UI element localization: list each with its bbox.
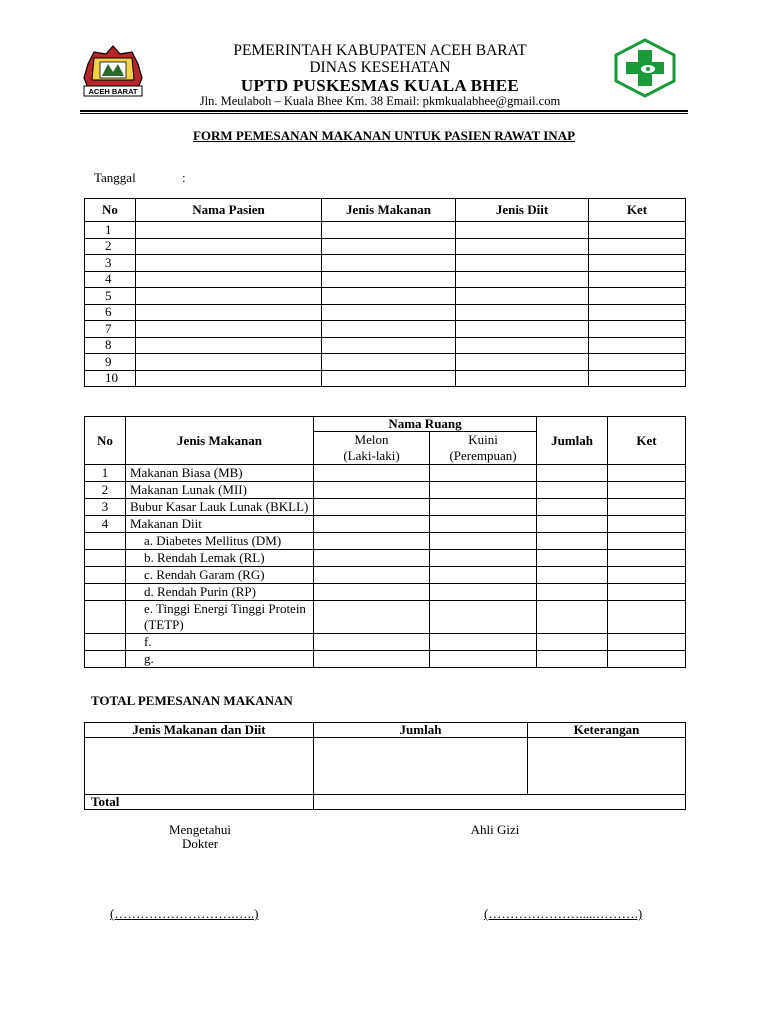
kuini-cell[interactable]	[430, 651, 537, 668]
table-row	[85, 222, 686, 239]
row-number: 4	[85, 271, 136, 288]
melon-cell[interactable]	[314, 634, 430, 651]
diet-type-cell[interactable]	[456, 271, 589, 288]
kuini-cell[interactable]	[430, 516, 537, 533]
col-remarks: Keterangan	[528, 723, 686, 738]
note-cell[interactable]	[608, 567, 686, 584]
food-diet-cell[interactable]	[85, 738, 314, 795]
col-note: Ket	[589, 199, 686, 222]
melon-cell[interactable]	[314, 482, 430, 499]
melon-cell[interactable]	[314, 567, 430, 584]
note-cell[interactable]	[589, 370, 686, 387]
header-divider-thin	[80, 113, 688, 114]
diet-type-cell[interactable]	[456, 288, 589, 305]
patient-name-cell[interactable]	[136, 321, 322, 338]
table-row	[85, 499, 686, 516]
patient-name-cell[interactable]	[136, 238, 322, 255]
row-number: 8	[85, 337, 136, 354]
food-type-cell[interactable]	[322, 354, 456, 371]
table-row	[85, 567, 686, 584]
note-cell[interactable]	[608, 465, 686, 482]
room-melon-label: Melon	[354, 432, 389, 447]
col-amount: Jumlah	[537, 417, 608, 465]
food-type-cell[interactable]	[322, 255, 456, 272]
col-no: No	[85, 199, 136, 222]
room-kuini-sublabel: (Perempuan)	[449, 448, 517, 463]
table-row	[85, 238, 686, 255]
note-cell[interactable]	[589, 222, 686, 239]
amount-cell[interactable]	[537, 516, 608, 533]
row-number: 5	[85, 288, 136, 305]
patient-name-cell[interactable]	[136, 354, 322, 371]
food-label: b. Rendah Lemak (RL)	[126, 550, 314, 567]
table-row	[85, 584, 686, 601]
patient-name-cell[interactable]	[136, 370, 322, 387]
aceh-barat-logo	[80, 44, 146, 98]
row-number: 2	[85, 482, 126, 499]
kuini-cell[interactable]	[430, 634, 537, 651]
melon-cell[interactable]	[314, 601, 430, 634]
diet-type-cell[interactable]	[456, 222, 589, 239]
signature-right-blank[interactable]: (………………….....……….)	[484, 906, 643, 921]
col-note: Ket	[608, 417, 686, 465]
food-label: Makanan Lunak (MII)	[126, 482, 314, 499]
row-number: 3	[85, 255, 136, 272]
col-no: No	[85, 417, 126, 465]
kuini-cell[interactable]	[430, 465, 537, 482]
row-number	[85, 634, 126, 651]
patient-name-cell[interactable]	[136, 271, 322, 288]
row-number	[85, 550, 126, 567]
col-room-melon	[314, 432, 430, 465]
row-number: 9	[85, 354, 136, 371]
table-row	[85, 304, 686, 321]
table-row	[85, 533, 686, 550]
room-melon-sublabel: (Laki-laki)	[343, 448, 400, 463]
diet-type-cell[interactable]	[456, 255, 589, 272]
table-header-row	[85, 199, 686, 222]
header-address: Jln. Meulaboh – Kuala Bhee Km. 38 Email: pkmkualabhee@gmail.com	[199, 94, 561, 108]
total-section-title: TOTAL PEMESANAN MAKANAN	[91, 693, 293, 708]
food-type-cell[interactable]	[322, 370, 456, 387]
food-type-cell[interactable]	[322, 238, 456, 255]
note-cell[interactable]	[608, 516, 686, 533]
amount-cell[interactable]	[537, 634, 608, 651]
amount-cell[interactable]	[537, 651, 608, 668]
patient-name-cell[interactable]	[136, 255, 322, 272]
col-food-type: Jenis Makanan	[126, 417, 314, 465]
note-cell[interactable]	[589, 271, 686, 288]
food-label: e. Tinggi Energi Tinggi Protein (TETP)	[126, 601, 314, 634]
note-cell[interactable]	[608, 601, 686, 634]
col-amount: Jumlah	[314, 723, 528, 738]
row-number: 10	[85, 370, 136, 387]
amount-cell[interactable]	[537, 567, 608, 584]
row-number: 1	[85, 465, 126, 482]
note-cell[interactable]	[608, 584, 686, 601]
table-row	[85, 465, 686, 482]
food-label: c. Rendah Garam (RG)	[126, 567, 314, 584]
header-department: DINAS KESEHATAN	[309, 59, 451, 76]
patient-name-cell[interactable]	[136, 222, 322, 239]
table-row	[85, 255, 686, 272]
diet-type-cell[interactable]	[456, 370, 589, 387]
row-number: 2	[85, 238, 136, 255]
note-cell[interactable]	[608, 634, 686, 651]
patient-table	[84, 198, 686, 387]
col-food-diet: Jenis Makanan dan Diit	[85, 723, 314, 738]
kuini-cell[interactable]	[430, 499, 537, 516]
diet-type-cell[interactable]	[456, 354, 589, 371]
patient-name-cell[interactable]	[136, 337, 322, 354]
food-label: f.	[126, 634, 314, 651]
note-cell[interactable]	[589, 304, 686, 321]
food-label: Makanan Biasa (MB)	[126, 465, 314, 482]
date-colon: :	[182, 170, 186, 185]
row-number	[85, 601, 126, 634]
total-table	[84, 722, 686, 810]
note-cell[interactable]	[608, 651, 686, 668]
col-food-type: Jenis Makanan	[322, 199, 456, 222]
note-cell[interactable]	[589, 255, 686, 272]
date-label: Tanggal	[94, 170, 136, 185]
kuini-cell[interactable]	[430, 550, 537, 567]
melon-cell[interactable]	[314, 516, 430, 533]
col-room-name: Nama Ruang	[314, 417, 537, 432]
amount-cell[interactable]	[537, 601, 608, 634]
melon-cell[interactable]	[314, 550, 430, 567]
puskesmas-logo	[612, 38, 678, 98]
table-row	[85, 738, 686, 795]
diet-type-cell[interactable]	[456, 238, 589, 255]
diet-type-cell[interactable]	[456, 304, 589, 321]
amount-cell[interactable]	[537, 533, 608, 550]
melon-cell[interactable]	[314, 465, 430, 482]
total-value-cell[interactable]	[314, 795, 686, 810]
food-type-cell[interactable]	[322, 321, 456, 338]
table-row	[85, 288, 686, 305]
table-row	[85, 601, 686, 634]
row-number: 6	[85, 304, 136, 321]
food-type-cell[interactable]	[322, 271, 456, 288]
row-number: 4	[85, 516, 126, 533]
table-row	[85, 634, 686, 651]
note-cell[interactable]	[589, 354, 686, 371]
diet-type-cell[interactable]	[456, 337, 589, 354]
melon-cell[interactable]	[314, 499, 430, 516]
note-cell[interactable]	[589, 337, 686, 354]
svg-text:ACEH BARAT: ACEH BARAT	[88, 87, 138, 96]
room-kuini-label: Kuini	[468, 432, 498, 447]
patient-name-cell[interactable]	[136, 304, 322, 321]
table-row	[85, 271, 686, 288]
table-row	[85, 550, 686, 567]
food-type-cell[interactable]	[322, 304, 456, 321]
row-number: 7	[85, 321, 136, 338]
signature-left-blank[interactable]: (……………………….…..)	[110, 906, 259, 921]
table-row	[85, 370, 686, 387]
signature-left-label: Mengetahui	[168, 822, 232, 837]
table-row	[85, 321, 686, 338]
table-header-row	[85, 417, 686, 432]
total-label: Total	[85, 795, 314, 810]
amount-cell[interactable]	[537, 482, 608, 499]
kuini-cell[interactable]	[430, 601, 537, 634]
amount-cell[interactable]	[537, 584, 608, 601]
col-patient-name: Nama Pasien	[136, 199, 322, 222]
kuini-cell[interactable]	[430, 533, 537, 550]
kuini-cell[interactable]	[430, 567, 537, 584]
table-row	[85, 337, 686, 354]
row-number	[85, 584, 126, 601]
patient-name-cell[interactable]	[136, 288, 322, 305]
note-cell[interactable]	[608, 499, 686, 516]
amount-cell[interactable]	[537, 499, 608, 516]
signature-right-role: Ahli Gizi	[470, 822, 520, 837]
room-food-table	[84, 416, 686, 668]
amount-cell[interactable]	[314, 738, 528, 795]
row-number: 1	[85, 222, 136, 239]
food-type-cell[interactable]	[322, 222, 456, 239]
food-label: a. Diabetes Mellitus (DM)	[126, 533, 314, 550]
note-cell[interactable]	[589, 238, 686, 255]
remarks-cell[interactable]	[528, 738, 686, 795]
note-cell[interactable]	[608, 533, 686, 550]
food-label: g.	[126, 651, 314, 668]
row-number	[85, 533, 126, 550]
table-row	[85, 482, 686, 499]
signature-left-role: Dokter	[181, 836, 219, 851]
kuini-cell[interactable]	[430, 482, 537, 499]
table-row	[85, 651, 686, 668]
amount-cell[interactable]	[537, 550, 608, 567]
amount-cell[interactable]	[537, 465, 608, 482]
header-divider-thick	[80, 110, 688, 112]
melon-cell[interactable]	[314, 651, 430, 668]
kuini-cell[interactable]	[430, 584, 537, 601]
diet-type-cell[interactable]	[456, 321, 589, 338]
header-government: PEMERINTAH KABUPATEN ACEH BARAT	[233, 42, 527, 59]
note-cell[interactable]	[608, 550, 686, 567]
header-institution: UPTD PUSKESMAS KUALA BHEE	[240, 76, 520, 95]
food-type-cell[interactable]	[322, 288, 456, 305]
food-type-cell[interactable]	[322, 337, 456, 354]
melon-cell[interactable]	[314, 584, 430, 601]
table-header-row	[85, 723, 686, 738]
food-label: d. Rendah Purin (RP)	[126, 584, 314, 601]
note-cell[interactable]	[589, 321, 686, 338]
col-room-kuini	[430, 432, 537, 465]
row-number	[85, 567, 126, 584]
col-diet-type: Jenis Diit	[456, 199, 589, 222]
form-title: FORM PEMESANAN MAKANAN UNTUK PASIEN RAWAT INAP	[192, 128, 576, 143]
food-label: Bubur Kasar Lauk Lunak (BKLL)	[126, 499, 314, 516]
melon-cell[interactable]	[314, 533, 430, 550]
table-row	[85, 516, 686, 533]
table-row	[85, 354, 686, 371]
food-label: Makanan Diit	[126, 516, 314, 533]
note-cell[interactable]	[589, 288, 686, 305]
row-number	[85, 651, 126, 668]
total-row	[85, 795, 686, 810]
note-cell[interactable]	[608, 482, 686, 499]
row-number: 3	[85, 499, 126, 516]
